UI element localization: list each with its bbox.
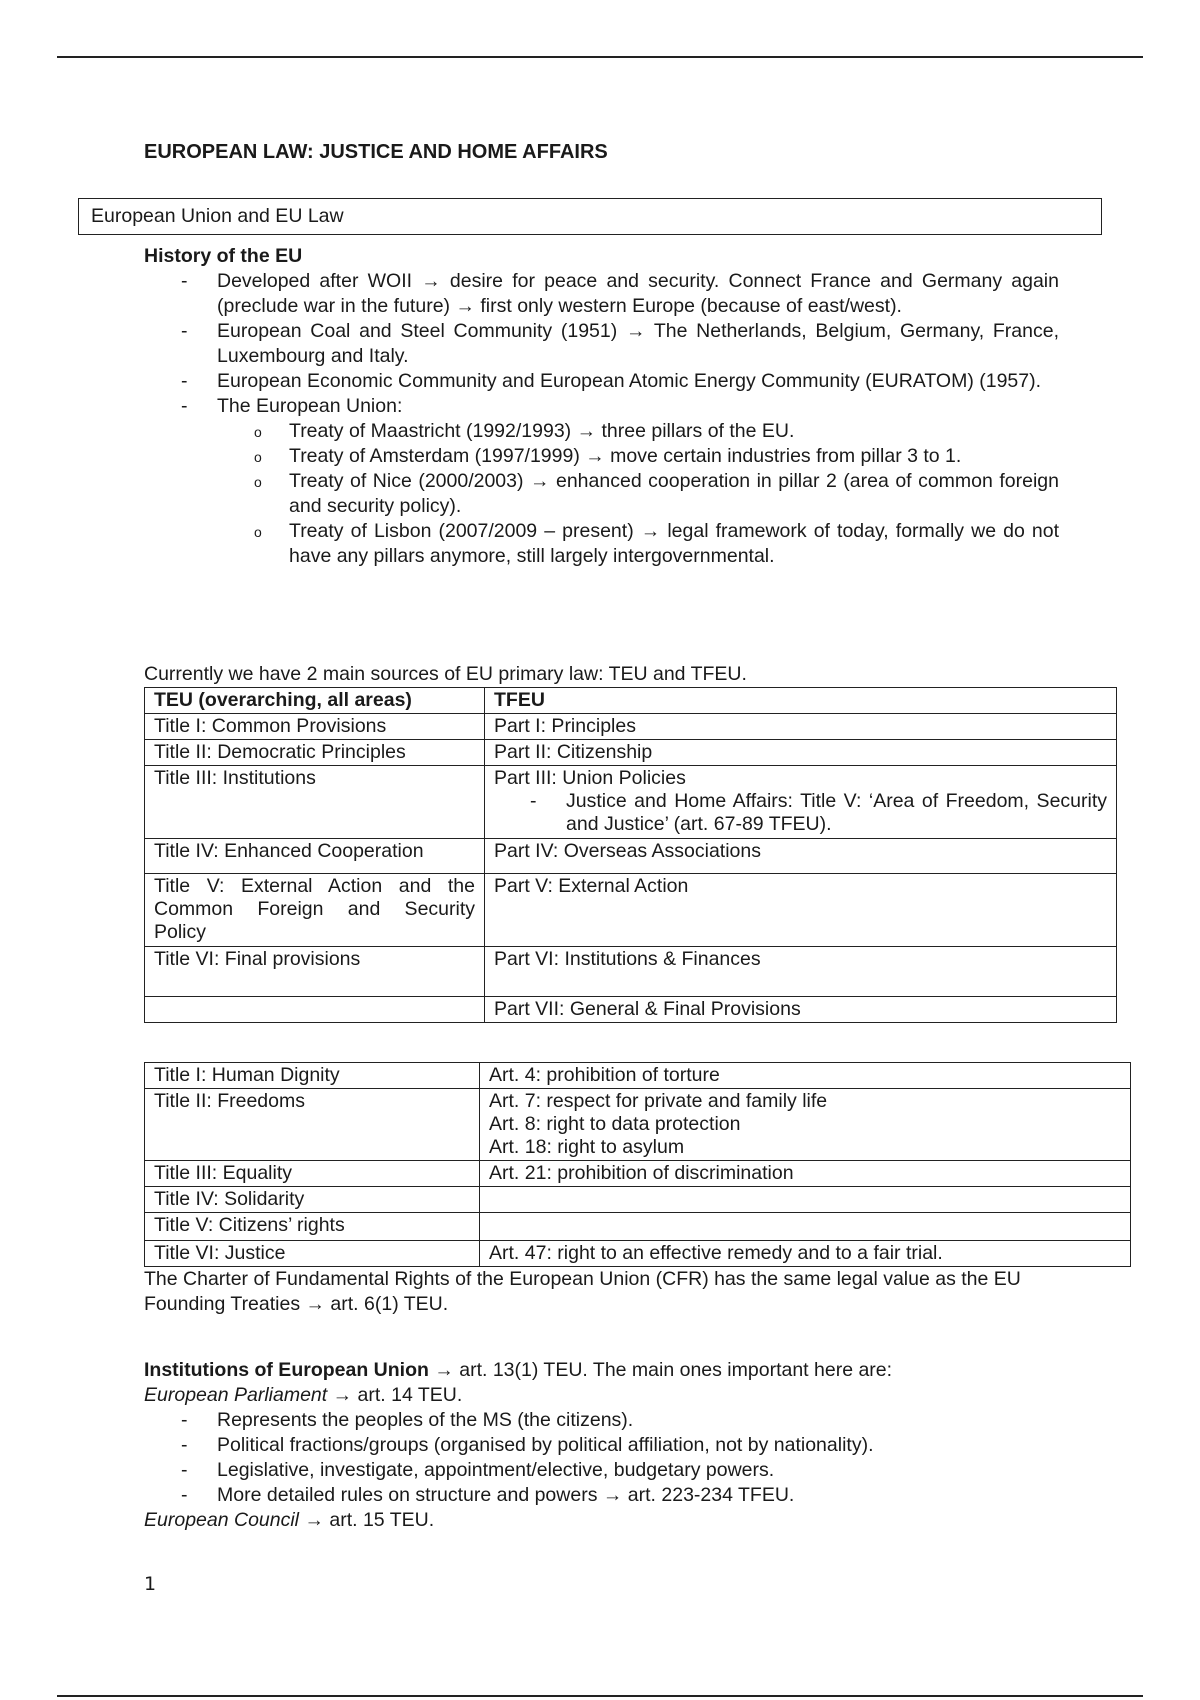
history-item-text: The European Union: bbox=[217, 395, 403, 417]
table-cell: Part VI: Institutions & Finances bbox=[485, 947, 1117, 997]
table-cell: Part II: Citizenship bbox=[485, 740, 1117, 766]
page-number: 1 bbox=[144, 1573, 157, 1595]
history-item: - European Coal and Steel Community (1951) → The Netherlands, Belgium, Germany, France, Luxembourg and Italy. bbox=[217, 319, 1059, 369]
table-cell-text: Part III: Union Policies bbox=[494, 767, 686, 789]
charter-table bbox=[144, 1062, 1131, 1267]
table-cell: Part I: Principles bbox=[485, 714, 1117, 740]
table-row bbox=[145, 714, 1117, 740]
parliament-list bbox=[144, 1408, 1059, 1508]
part3-subitem: - Justice and Home Affairs: Title V: ‘Area of Freedom, Security and Justice’ (art. 67-89 TFEU). bbox=[566, 790, 1107, 836]
part3-sublist bbox=[494, 790, 1107, 836]
table-cell: Art. 4: prohibition of torture bbox=[480, 1063, 1131, 1089]
bottom-rule bbox=[57, 1695, 1143, 1697]
table-cell bbox=[480, 1089, 1131, 1161]
table-row bbox=[145, 740, 1117, 766]
table-header-cell: TEU (overarching, all areas) bbox=[145, 688, 485, 714]
table-row bbox=[145, 1187, 1131, 1213]
history-item: - Developed after WOII → desire for peace and security. Connect France and Germany again (preclude war in the future) → first only western Europe (because of east/west). bbox=[217, 269, 1059, 319]
table-row bbox=[145, 947, 1117, 997]
table-row bbox=[145, 1161, 1131, 1187]
table-cell: Art. 47: right to an effective remedy and to a fair trial. bbox=[480, 1241, 1131, 1267]
council-ref: → art. 15 TEU. bbox=[299, 1509, 435, 1531]
table-row bbox=[145, 1089, 1131, 1161]
history-list bbox=[144, 269, 1059, 569]
treaty-list bbox=[217, 419, 1059, 569]
parliament-ref: → art. 14 TEU. bbox=[327, 1384, 463, 1406]
parliament-label: European Parliament bbox=[144, 1384, 328, 1406]
treaty-item: o Treaty of Nice (2000/2003) → enhanced cooperation in pillar 2 (area of common foreign and security policy). bbox=[289, 469, 1059, 519]
table-cell: Title III: Institutions bbox=[145, 766, 485, 839]
sources-intro: Currently we have 2 main sources of EU primary law: TEU and TFEU. bbox=[144, 663, 747, 685]
table-cell: Part VII: General & Final Provisions bbox=[485, 997, 1117, 1023]
table-row bbox=[145, 997, 1117, 1023]
table-cell bbox=[485, 766, 1117, 839]
document-header bbox=[144, 140, 1059, 187]
table-row bbox=[145, 1213, 1131, 1241]
treaty-item: o Treaty of Maastricht (1992/1993) → three pillars of the EU. bbox=[289, 419, 1059, 444]
table-cell: Title I: Common Provisions bbox=[145, 714, 485, 740]
table-cell: Title VI: Final provisions bbox=[145, 947, 485, 997]
table-cell bbox=[145, 997, 485, 1023]
charter-article: Art. 18: right to asylum bbox=[489, 1136, 685, 1158]
table-cell: Title V: External Action and the Common Foreign and Security Policy bbox=[145, 874, 485, 947]
history-heading: History of the EU bbox=[144, 245, 303, 267]
table-cell: Title IV: Enhanced Cooperation bbox=[145, 839, 485, 874]
table-row bbox=[145, 766, 1117, 839]
table-cell: Title II: Freedoms bbox=[145, 1089, 480, 1161]
treaty-table bbox=[144, 687, 1117, 1023]
council-label: European Council bbox=[144, 1509, 300, 1531]
table-cell: Title V: Citizens’ rights bbox=[145, 1213, 480, 1241]
table-row bbox=[145, 1063, 1131, 1089]
top-rule bbox=[57, 56, 1143, 58]
table-cell: Part IV: Overseas Associations bbox=[485, 839, 1117, 874]
parliament-item: - Legislative, investigate, appointment/elective, budgetary powers. bbox=[217, 1458, 1059, 1483]
institutions-heading-rest: → art. 13(1) TEU. The main ones important here are: bbox=[428, 1359, 893, 1381]
table-row bbox=[145, 839, 1117, 874]
charter-note: The Charter of Fundamental Rights of the European Union (CFR) has the same legal value as the EU Founding Treaties → art. 6(1) TEU. bbox=[144, 1268, 1021, 1315]
boxed-section-heading: European Union and EU Law bbox=[78, 198, 1102, 235]
table-cell: Title VI: Justice bbox=[145, 1241, 480, 1267]
table-cell: Title I: Human Dignity bbox=[145, 1063, 480, 1089]
sources-section bbox=[144, 662, 1124, 1023]
institutions-section bbox=[144, 1358, 1059, 1533]
table-row bbox=[145, 688, 1117, 714]
table-cell: Title III: Equality bbox=[145, 1161, 480, 1187]
table-row bbox=[145, 1241, 1131, 1267]
table-cell: Part V: External Action bbox=[485, 874, 1117, 947]
parliament-item: - More detailed rules on structure and powers → art. 223-234 TFEU. bbox=[217, 1483, 1059, 1508]
parliament-item: - Represents the peoples of the MS (the citizens). bbox=[217, 1408, 1059, 1433]
institutions-heading bbox=[144, 1358, 1059, 1383]
institutions-heading-bold: Institutions of European Union bbox=[144, 1359, 429, 1381]
table-cell: Art. 21: prohibition of discrimination bbox=[480, 1161, 1131, 1187]
history-section bbox=[144, 244, 1059, 569]
history-item: - European Economic Community and European Atomic Energy Community (EURATOM) (1957). bbox=[217, 369, 1059, 394]
council-line bbox=[144, 1508, 1059, 1533]
charter-article: Art. 7: respect for private and family life bbox=[489, 1090, 828, 1112]
history-item bbox=[217, 394, 1059, 569]
charter-article: Art. 8: right to data protection bbox=[489, 1113, 741, 1135]
treaty-item: o Treaty of Lisbon (2007/2009 – present) → legal framework of today, formally we do not have any pillars anymore, still largely intergovernmental. bbox=[289, 519, 1059, 569]
charter-section bbox=[144, 1062, 1134, 1317]
treaty-item: o Treaty of Amsterdam (1997/1999) → move certain industries from pillar 3 to 1. bbox=[289, 444, 1059, 469]
parliament-item: - Political fractions/groups (organised by political affiliation, not by nationality). bbox=[217, 1433, 1059, 1458]
document-title: EUROPEAN LAW: JUSTICE AND HOME AFFAIRS bbox=[144, 141, 608, 163]
table-cell bbox=[480, 1187, 1131, 1213]
parliament-line bbox=[144, 1383, 1059, 1408]
table-row bbox=[145, 874, 1117, 947]
table-cell bbox=[480, 1213, 1131, 1241]
table-header-cell: TFEU bbox=[485, 688, 1117, 714]
table-cell: Title IV: Solidarity bbox=[145, 1187, 480, 1213]
table-cell: Title II: Democratic Principles bbox=[145, 740, 485, 766]
